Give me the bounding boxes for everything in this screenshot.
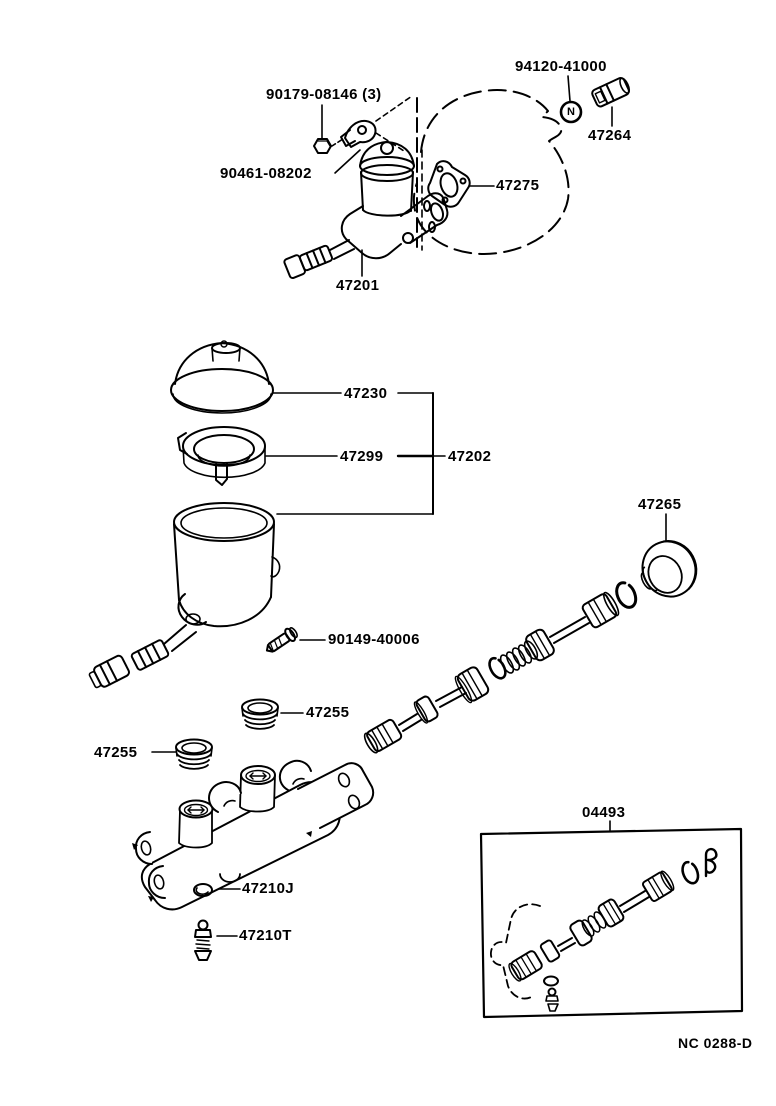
part-label-47275: 47275 [496,177,540,194]
repair-kit-04493 [481,829,742,1017]
booster-gasket-47275 [428,161,469,207]
piston-assembly [362,580,639,755]
part-label-90461: 90461-08202 [220,165,312,182]
part-label-04493: 04493 [582,804,626,821]
grommet-47255-upper [242,700,278,729]
part-label-47265: 47265 [638,496,682,513]
part-label-47210t: 47210T [239,927,292,944]
bleeder-plug-47210t [195,921,211,961]
part-label-90149: 90149-40006 [328,631,420,648]
kit-bleeder [546,989,558,1012]
level-sensor-plug [87,654,130,690]
part-label-90179: 90179-08146 (3) [266,86,382,103]
kit-snap-ring [680,860,701,886]
reservoir-clamp-bracket [341,121,376,147]
assembled-sensor-connector [284,243,334,279]
brake-booster-outline [414,90,569,254]
nut-symbol-label: N [567,106,575,118]
part-label-94120: 94120-41000 [515,58,607,75]
part-label-47264: 47264 [588,127,632,144]
boot-47265 [630,532,706,608]
grommet-47255-lower [176,740,212,769]
screw-90149 [263,625,299,656]
part-label-47201: 47201 [336,277,380,294]
master-cylinder-assembly-47201 [284,142,448,279]
part-label-47299: 47299 [340,448,384,465]
part-label-47230: 47230 [344,385,388,402]
kit-washer [544,977,558,986]
part-label-47255-upper: 47255 [306,704,350,721]
part-label-47255-lower: 47255 [94,744,138,761]
part-label-47202: 47202 [448,448,492,465]
figure-code: NC 0288-D [678,1035,753,1051]
kit-wire-clip [706,849,716,876]
kit-box-border [481,829,742,1017]
reservoir-body-47202 [87,503,279,691]
connector-47264 [591,76,632,108]
level-sensor-connector [131,639,169,670]
reservoir-cap-47230 [171,341,273,413]
part-label-47210j: 47210J [242,880,294,897]
reservoir-float-47299 [178,427,265,485]
